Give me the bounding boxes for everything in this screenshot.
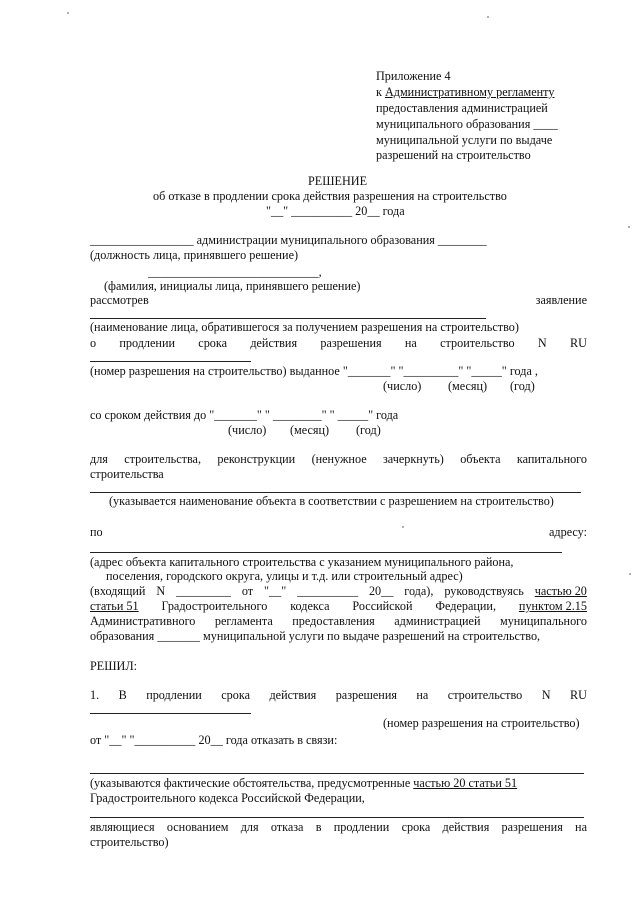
item-1-permit-blank <box>90 713 251 714</box>
basis-blank <box>90 817 584 818</box>
application-label: заявление <box>535 293 587 307</box>
appendix-reference <box>376 85 554 99</box>
word: реконструкции <box>217 452 296 466</box>
word: (ненужное <box>311 452 367 466</box>
object-name-hint: (указывается наименование объекта в соответствии с разрешением на строительство) <box>109 494 554 508</box>
law-part-link[interactable]: частью 20 <box>534 584 587 598</box>
item-1-row <box>90 688 587 702</box>
basis-row-2 <box>90 599 587 613</box>
word: RU <box>569 336 587 350</box>
issued-month-hint: (месяц) <box>448 379 488 393</box>
article-link[interactable]: статьи 51 <box>90 599 139 613</box>
object-name-blank <box>90 492 581 493</box>
regulation-link[interactable]: Административному регламенту <box>384 85 555 99</box>
word: на <box>575 820 587 834</box>
extension-row <box>90 336 587 350</box>
basis-row-4: образования _______ муниципальной услуги по выдаче разрешений на строительство, <box>90 629 541 643</box>
permit-number-blank <box>90 361 251 362</box>
word: действия <box>442 820 490 834</box>
refusal-basis-row <box>90 820 587 834</box>
word: на <box>404 336 417 350</box>
appendix-line: муниципального образования ____ <box>376 117 558 131</box>
word: срока <box>198 336 228 350</box>
word: Российской <box>352 599 413 613</box>
word: N <box>537 336 547 350</box>
appendix-number: Приложение 4 <box>376 69 451 83</box>
word: 1. <box>90 688 100 702</box>
word: продлении <box>333 820 390 834</box>
word: разрешения <box>335 688 397 702</box>
word: являющиеся <box>90 820 155 834</box>
word: отказа <box>270 820 304 834</box>
address-row <box>90 525 587 539</box>
word: объекта <box>460 452 501 466</box>
official-name-hint: (фамилия, инициалы лица, принявшего решение) <box>104 279 361 293</box>
word: строительства, <box>124 452 202 466</box>
construction-line-2: строительства <box>90 467 164 481</box>
word: администрацией <box>394 614 481 628</box>
word: Федерации, <box>435 599 496 613</box>
word: N <box>156 584 166 598</box>
scan-speck <box>487 16 489 18</box>
word: N <box>541 688 551 702</box>
validity-line: со сроком действия до "_______" " ________" " _____" года <box>90 408 399 422</box>
address-hint-1: (адрес объекта капитального строительства с указанием муниципального района, <box>90 555 514 569</box>
official-position-hint: (должность лица, принявшего решение) <box>90 248 299 262</box>
word: кодекса <box>290 599 330 613</box>
word: Административного <box>90 614 196 628</box>
official-name-line: ____________________________, <box>148 265 322 279</box>
refusal-basis-row-2: строительство) <box>90 835 169 849</box>
facts-blank <box>90 773 584 774</box>
validity-month-hint: (месяц) <box>290 423 330 437</box>
word: регламента <box>214 614 273 628</box>
address-hint-2: поселения, городского округа, улицы и т.д. или строительный адрес) <box>106 569 463 583</box>
paragraph-link[interactable]: пунктом 2.15 <box>518 599 587 613</box>
word: срока <box>221 688 251 702</box>
word: Градостроительного <box>161 599 268 613</box>
incoming-row <box>90 584 587 598</box>
item-1-permit-hint: (номер разрешения на строительство) <box>383 716 580 730</box>
issued-year-hint: (год) <box>510 379 535 393</box>
word: муниципального <box>499 614 587 628</box>
word: срока <box>401 820 431 834</box>
address-label: адресу: <box>549 525 587 539</box>
decision-date: "__" __________ 20__ года <box>266 204 405 218</box>
reviewed-label: рассмотрев <box>90 293 149 307</box>
word: 20__ <box>368 584 394 598</box>
issued-day-hint: (число) <box>383 379 422 393</box>
word: зачеркнуть) <box>382 452 444 466</box>
word: года), <box>404 584 434 598</box>
word: руководствуясь <box>444 584 524 598</box>
word: строительство <box>440 336 515 350</box>
appendix-line: разрешений на строительство <box>376 148 531 162</box>
word: разрешения <box>501 820 563 834</box>
appendix-line: предоставления администрацией <box>376 101 548 115</box>
word: "__" <box>264 584 287 598</box>
applicant-hint: (наименование лица, обратившегося за получением разрешения на строительство) <box>90 320 519 334</box>
word: основанием <box>166 820 229 834</box>
word: действия <box>250 336 298 350</box>
address-prefix: по <box>90 525 103 539</box>
refusal-line: от "__" "__________ 20__ года отказать в связи: <box>90 733 338 747</box>
word: (входящий <box>90 584 146 598</box>
document-title: РЕШЕНИЕ <box>308 174 368 188</box>
scan-speck <box>628 226 630 228</box>
word: продлении <box>119 336 175 350</box>
word: на <box>416 688 429 702</box>
law-article-link[interactable]: частью 20 статьи 51 <box>413 776 518 790</box>
word: для <box>240 820 259 834</box>
construction-row <box>90 452 587 466</box>
word: действия <box>269 688 317 702</box>
word: в <box>315 820 322 834</box>
word: о <box>90 336 97 350</box>
word: В <box>118 688 127 702</box>
word: предоставления <box>292 614 375 628</box>
scan-speck <box>629 573 631 575</box>
decided-heading: РЕШИЛ: <box>90 659 137 673</box>
validity-day-hint: (число) <box>228 423 267 437</box>
word: продлении <box>146 688 202 702</box>
word: для <box>90 452 108 466</box>
word: строительство <box>447 688 523 702</box>
scan-speck <box>67 12 69 14</box>
basis-row-3 <box>90 614 587 628</box>
validity-year-hint: (год) <box>356 423 381 437</box>
word: __________ <box>297 584 359 598</box>
word: _________ <box>176 584 231 598</box>
facts-hint-2: Градостроительного кодекса Российской Федерации, <box>90 791 365 805</box>
word: от <box>241 584 254 598</box>
word: разрешения <box>320 336 382 350</box>
word: RU <box>570 688 587 702</box>
facts-hint <box>90 776 517 790</box>
address-blank <box>90 552 562 553</box>
administration-line: _________________ администрации муниципального образования ________ <box>90 233 487 247</box>
applicant-blank <box>90 318 486 319</box>
facts-hint-text: (указываются фактические обстоятельства, предусмотренные <box>90 776 414 790</box>
reviewed-row <box>90 293 587 307</box>
appendix-prefix: к <box>376 85 385 99</box>
word: капитального <box>516 452 587 466</box>
permit-issued-line: (номер разрешения на строительство) выданное "_______" "_________" "_____" года , <box>90 364 538 378</box>
document-subtitle: об отказе в продлении срока действия разрешения на строительство <box>153 189 507 203</box>
appendix-line: муниципальной услуги по выдаче <box>376 133 553 147</box>
